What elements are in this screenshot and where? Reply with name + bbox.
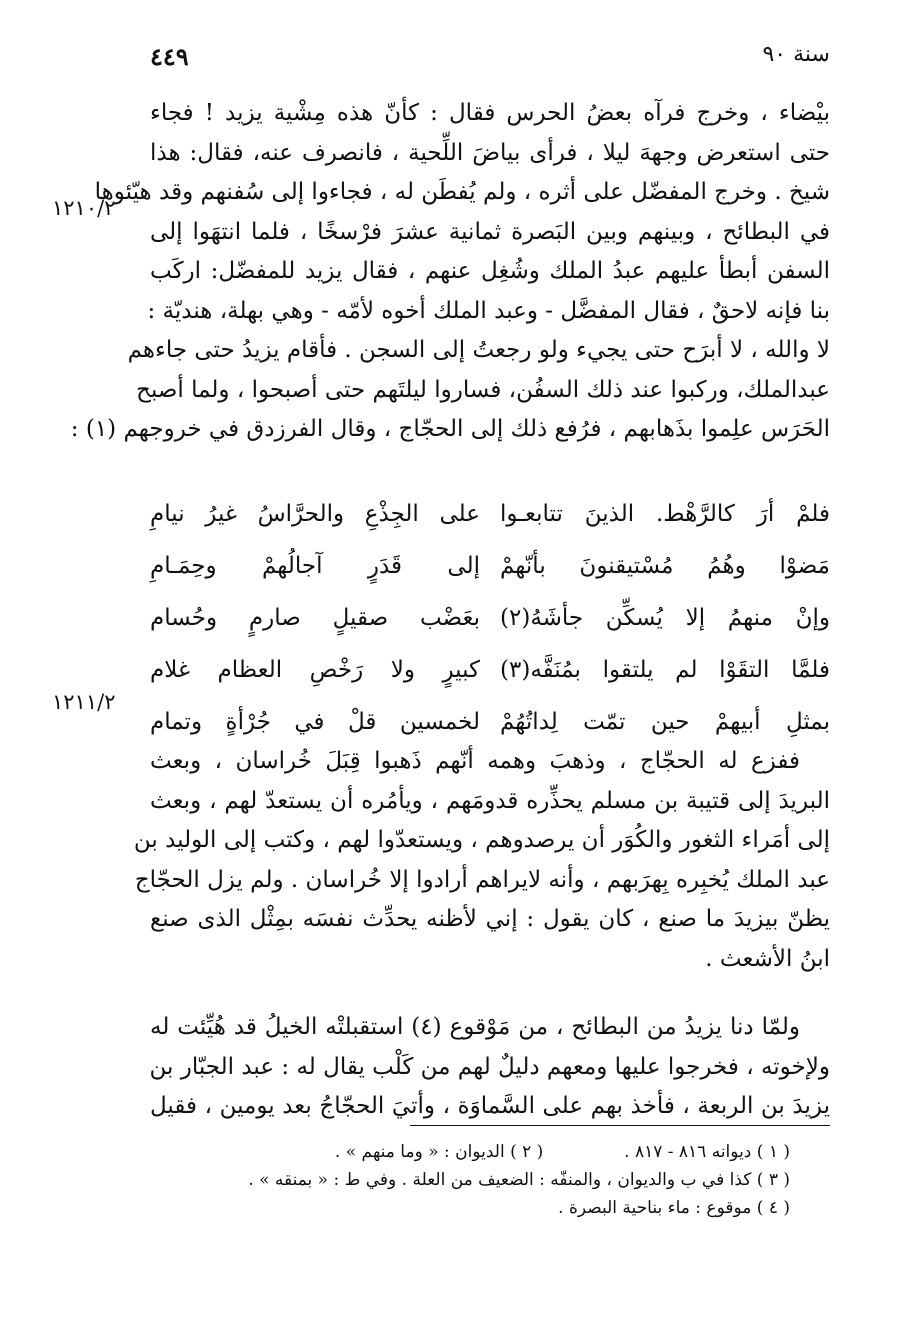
footnote-row bbox=[150, 1166, 790, 1194]
footnotes bbox=[150, 1138, 790, 1222]
text-line: ولمّا دنا يزيدُ من البطائح ، من مَوْقوع (٤) استقبلتْه الخيلُ قد هُيِّئت له bbox=[150, 1014, 800, 1040]
paragraph-3 bbox=[150, 1008, 830, 1127]
footnote-1: ( ١ ) ديوانه ٨١٦ - ٨١٧ . bbox=[624, 1142, 790, 1162]
paragraph-2 bbox=[133, 742, 830, 979]
verse-second-hemistich: إلى قَدَرٍ آجالُهمْ وحِمَـامِ bbox=[150, 553, 480, 579]
poem-verse bbox=[150, 540, 830, 592]
verse-first-hemistich: وإنْ منهمُ إلا يُسكِّن جأشَهُ(٢) bbox=[500, 605, 830, 631]
margin-reference: ١٢١٠/٢ bbox=[52, 196, 116, 220]
text-line: ففزع له الحجّاج ، وذهبَ وهمه أنّهم ذَهبوا قِبَلَ خُراسان ، وبعث bbox=[150, 748, 800, 774]
text-line: البريدَ إلى قتيبة بن مسلم يحذِّره قدومَهم ، ويأمُره أن يستعدّ لهم ، وبعث bbox=[150, 787, 830, 814]
poem-verse bbox=[150, 644, 830, 696]
text-line: بيْضاء ، وخرج فرآه بعضُ الحرس فقال : كأنّ هذه مِشْية يزيد ! فجاء bbox=[150, 100, 830, 126]
text-line: يزيدَ بن الربعة ، فأخذ بهم على السَّماوَة ، وأتيَ الحجّاجُ بعد يومين ، فقيل bbox=[150, 1093, 830, 1119]
verse-second-hemistich: كبيرٍ ولا رَخْصِ العظام غلام bbox=[150, 657, 480, 683]
verse-first-hemistich: فلمَّا التقَوْا لم يلتقوا بمُنَفَّه(٣) bbox=[500, 657, 830, 683]
text-line: عبد الملك يُخبِره بِهرَبهم ، وأنه لايراهم أرادوا إلا خُراسان . ولم يزل الحجّاج bbox=[134, 866, 830, 893]
text-line: ولإخوته ، فخرجوا عليها ومعهم دليلٌ لهم من كَلْب يقال له : عبد الجبّار بن bbox=[149, 1053, 830, 1080]
text-line: لا والله ، لا أبرَح حتى يجيء ولو رجعتُ إلى السجن . فأقام يزيدُ حتى جاءهم bbox=[127, 337, 830, 363]
verse-first-hemistich: مَضوْا وهُمُ مُسْتيقنونَ بأنّهمْ bbox=[500, 553, 830, 579]
text-line: السفن أبطأ عليهم عبدُ الملك وشُغِل عنهم ، فقال يزيد للمفضّل: اركَب bbox=[150, 258, 830, 284]
year-heading: سنة ٩٠ bbox=[762, 42, 830, 67]
margin-reference: ١٢١١/٢ bbox=[52, 690, 116, 714]
footnote-3: ( ٣ ) كذا في ب والديوان ، والمنفّه : الضعيف من العلة . وفي ط : « بمنقه » . bbox=[248, 1170, 790, 1190]
text-line: الحَرَس علِموا بذَهابهم ، فرُفع ذلك إلى الحجّاج ، وقال الفرزدق في خروجهم (١) : bbox=[70, 416, 830, 442]
verse-first-hemistich: فلمْ أرَ كالرَّهْط. الذينَ تتابعـوا bbox=[500, 501, 830, 527]
text-line: حتى استعرض وجههَ ليلا ، فرأى بياضَ اللِّحية ، فانصرف عنه، فقال: هذا bbox=[150, 139, 830, 166]
text-line: إلى أمَراء الثغور والكُوَر أن يرصدوهم ، ويستعدّوا لهم ، وكتب إلى الوليد بن bbox=[133, 827, 830, 853]
page-header bbox=[150, 42, 830, 78]
page-number: ٤٤٩ bbox=[150, 42, 189, 71]
verse-first-hemistich: بمثلِ أبيهمْ حين تمّت لِداتُهُمْ bbox=[500, 709, 830, 735]
verse-second-hemistich: لخمسين قلْ في جُرْأةٍ وتمام bbox=[150, 709, 480, 735]
text-line: بنا فإنه لاحقٌ ، فقال المفضَّل - وعبد الملك أخوه لأمّه - وهي بهلة، هنديّة : bbox=[147, 297, 830, 324]
text-line: يظنّ بيزيدَ ما صنع ، كان يقول : إني لأظنه يحدِّث نفسَه بمِثْل الذى صنع bbox=[150, 906, 830, 932]
poem-verse bbox=[150, 696, 830, 748]
footnote-2: ( ٢ ) الديوان : « وما منهم » . bbox=[334, 1142, 544, 1162]
footnote-divider bbox=[410, 1125, 830, 1126]
verse-second-hemistich: على الجِذْعِ والحرَّاسُ غيرُ نيامِ bbox=[150, 501, 480, 527]
poem-verse bbox=[150, 592, 830, 644]
text-line: ابنُ الأشعث . bbox=[705, 945, 830, 972]
verse-second-hemistich: بعَضْب صقيلٍ صارمٍ وحُسام bbox=[150, 605, 480, 631]
text-line: عبدالملك، وركبوا عند ذلك السفُن، فساروا ليلتَهم حتى أصبحوا ، ولما أصبح bbox=[136, 376, 830, 403]
text-line: في البطائح ، وبينهم وبين البَصرة ثمانية عشرَ فرْسخًا ، فلما انتهَوا إلى bbox=[150, 218, 830, 245]
footnote-row bbox=[150, 1138, 790, 1166]
text-line: شيخ . وخرج المفضّل على أثره ، ولم يُفطَن له ، فجاءوا إلى سُفنهم وقد هيّئوها bbox=[94, 179, 830, 205]
footnote-row bbox=[150, 1194, 790, 1222]
poem bbox=[150, 488, 830, 748]
footnote-4: ( ٤ ) موقوع : ماء بناحية البصرة . bbox=[558, 1198, 790, 1218]
poem-verse bbox=[150, 488, 830, 540]
